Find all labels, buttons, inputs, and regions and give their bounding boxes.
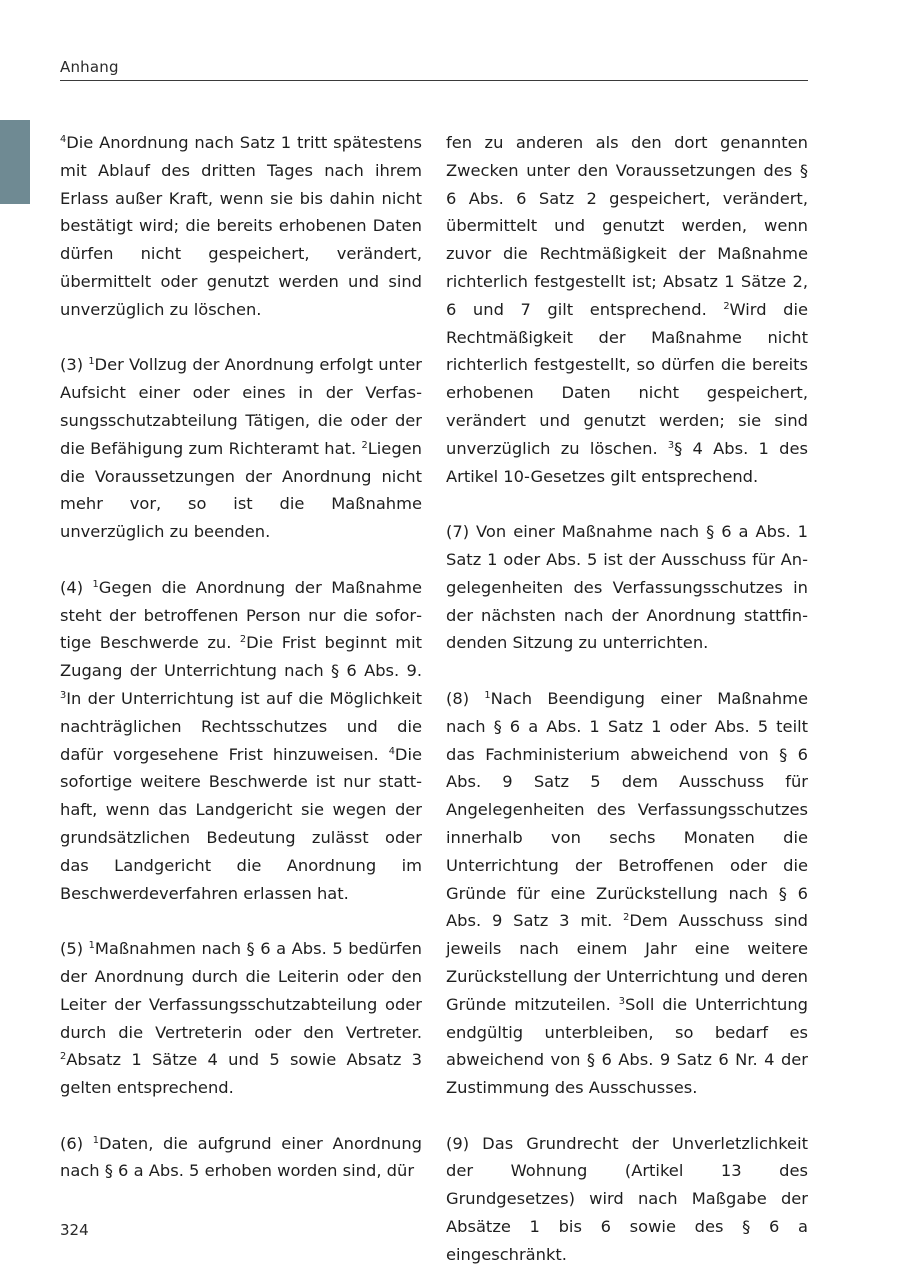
paragraph	[60, 351, 422, 546]
paragraph	[446, 518, 808, 657]
paragraph	[60, 935, 422, 1102]
paragraph-text: Liegen die Voraussetzungen der Anordnung nicht mehr vor, so ist die Maßnahme unverzüglich zu beenden.	[60, 438, 422, 542]
paragraph	[60, 129, 422, 324]
paragraph-text: In der Unterrichtung ist auf die Möglichkeit nachträglichen Rechtsschutzes und die dafür vorgesehene Frist hinzuweisen.	[60, 688, 422, 764]
paragraph-text: Daten, die aufgrund einer Anordnung nach § 6 a Abs. 5 erhoben worden sind, dür	[60, 1133, 422, 1181]
paragraph-text: (9) Das Grundrecht der Unverletzlichkeit der Wohnung (Artikel 13 des Grundgesetzes) wird nach Maßgabe der Absätze 1 bis 6 sowie des § 6 a eingeschränkt.	[446, 1133, 808, 1264]
sentence-number: 3	[618, 995, 625, 1007]
paragraph-text: Absatz 1 Sätze 4 und 5 sowie Absatz 3 gelten entsprechend.	[60, 1050, 422, 1098]
sentence-number: 1	[88, 356, 95, 368]
sentence-number: 1	[92, 578, 99, 590]
paragraph-text: Die Frist beginnt mit Zugang der Unterrichtung nach § 6 Abs. 9.	[60, 633, 422, 681]
paragraph-text: Dem Ausschuss sind jeweils nach einem Jahr eine weitere Zurückstellung der Unterrichtung und deren Gründe mitzuteilen.	[446, 911, 808, 1014]
sentence-number: 1	[484, 690, 491, 702]
left-column	[60, 129, 422, 1185]
paragraph-text: Maßnahmen nach § 6 a Abs. 5 bedürfen der Anordnung durch die Leiterin oder den Leiter der Verfassungsschutzabteilung oder durch die Vertreterin oder den Vertreter.	[60, 939, 422, 1042]
paragraph-text: (4)	[60, 577, 93, 597]
sentence-number: 4	[60, 134, 67, 146]
sentence-number: 2	[239, 634, 247, 646]
sentence-number: 1	[88, 940, 95, 952]
running-header: Anhang	[60, 58, 119, 76]
paragraph-text: § 4 Abs. 1 des Artikel 10-Gesetzes gilt entsprechend.	[446, 438, 808, 486]
paragraph-text: (7) Von einer Maßnahme nach § 6 a Abs. 1 Satz 1 oder Abs. 5 ist der Ausschuss für Angelegenheiten des Verfassungsschutzes in der nächsten nach der Anordnung stattfindenden Sitzung zu unterrichten.	[446, 522, 808, 653]
paragraph-text: Gegen die Anordnung der Maßnahme steht der betroffenen Person nur die sofortige Beschwerde zu.	[60, 577, 422, 653]
paragraph	[446, 685, 808, 1102]
header-rule	[60, 80, 808, 81]
paragraph-text: Soll die Unterrichtung endgültig unterbleiben, so bedarf es abweichend von § 6 Abs. 9 Satz 6 Nr. 4 der Zustimmung des Ausschusses.	[446, 994, 808, 1098]
paragraph-text: (3)	[60, 355, 89, 375]
sentence-number: 2	[60, 1051, 67, 1063]
sentence-number: 3	[60, 690, 67, 702]
sentence-number: 1	[92, 1134, 99, 1146]
paragraph-text: Die Anordnung nach Satz 1 tritt spätestens mit Ablauf des dritten Tages nach ihrem Erlass außer Kraft, wenn sie bis dahin nicht bestätigt wird; die bereits erhobenen Daten dürfen nicht gespeichert, verändert, übermittelt oder genutzt werden und sind unverzüglich zu löschen.	[60, 133, 422, 319]
right-column	[446, 129, 808, 1269]
paragraph-text: (8)	[446, 688, 485, 708]
paragraph	[446, 1130, 808, 1269]
paragraph	[60, 574, 422, 908]
paragraph-text: Wird die Rechtmäßigkeit der Maßnahme nicht richterlich festgestellt, so dürfen die bereits erhobenen Daten nicht gespeichert, verändert und genutzt werden; sie sind unverzüglich zu löschen.	[446, 299, 808, 458]
sentence-number: 3	[667, 439, 675, 451]
sentence-number: 2	[723, 300, 730, 312]
paragraph-text: Die sofortige weitere Beschwerde ist nur statthaft, wenn das Landgericht sie wegen der grundsätzlichen Bedeutung zulässt oder das Landgericht die Anordnung im Beschwerdeverfahren erlassen hat.	[60, 744, 422, 903]
page-number: 324	[60, 1221, 89, 1239]
sentence-number: 2	[623, 912, 630, 924]
sentence-number: 2	[361, 439, 368, 451]
paragraph-text: Der Vollzug der Anordnung erfolgt unter Aufsicht einer oder eines in der Verfassungsschutzabteilung Tätigen, die oder der die Befähigung zum Richteramt hat.	[60, 355, 422, 458]
paragraph	[60, 1130, 422, 1186]
paragraph	[446, 129, 808, 490]
paragraph-text: (6)	[60, 1133, 93, 1153]
chapter-thumb-tab	[0, 120, 30, 204]
paragraph-text: (5)	[60, 939, 89, 959]
sentence-number: 4	[388, 745, 395, 757]
paragraph-text: Nach Beendigung einer Maßnahme nach § 6 a Abs. 1 Satz 1 oder Abs. 5 teilt das Fachministerium abweichend von § 6 Abs. 9 Satz 5 dem Ausschuss für Angelegenheiten des Verfassungsschutzes innerhalb von sechs Monaten die Unterrichtung der Betroffenen oder die Gründe für eine Zurückstellung nach § 6 Abs. 9 Satz 3 mit.	[446, 688, 808, 931]
paragraph-text: fen zu anderen als den dort genannten Zwecken unter den Voraussetzungen des § 6 Abs. 6 Satz 2 gespeichert, verändert, übermittelt und genutzt werden, wenn zuvor die Rechtmäßigkeit der Maßnahme richterlich festgestellt ist; Absatz 1 Sätze 2, 6 und 7 gilt entsprechend.	[446, 133, 808, 319]
